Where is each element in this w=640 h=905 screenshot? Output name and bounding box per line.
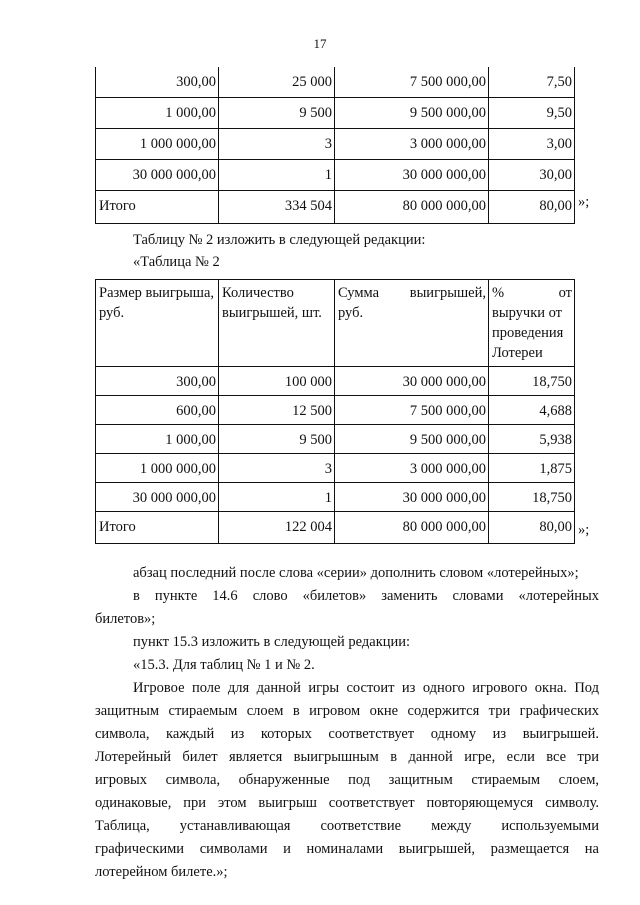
header-prize-count: Количество выигрышей, шт. <box>219 280 335 367</box>
table-row <box>96 483 575 512</box>
paragraph-line: символа, каждый из которых соответствует одному из выигрышей. <box>95 726 599 742</box>
prize-amount-cell: 300,00 <box>96 367 219 396</box>
paragraph-line: Лотерейный билет является выигрышным в данной игре, если все три <box>95 749 599 765</box>
header-prize-sum-unit: руб. <box>338 305 364 321</box>
clause-heading: «15.3. Для таблиц № 1 и № 2. <box>133 657 315 673</box>
table-row <box>96 425 575 454</box>
amendment-line-4: пункт 15.3 изложить в следующей редакции: <box>133 634 411 650</box>
prize-sum-cell: 7 500 000,00 <box>335 67 489 98</box>
prize-count-cell: 3 <box>219 454 335 483</box>
header-percent-from: от <box>558 285 572 301</box>
table-row <box>96 98 575 129</box>
prize-sum-cell: 30 000 000,00 <box>335 160 489 191</box>
revenue-percent-cell: 5,938 <box>489 425 575 454</box>
revenue-percent-cell: 18,750 <box>489 367 575 396</box>
amendment-line-3: билетов»; <box>95 611 156 627</box>
prize-count-cell: 1 <box>219 160 335 191</box>
prize-amount-cell: 300,00 <box>96 67 219 98</box>
prize-sum-cell: 3 000 000,00 <box>335 454 489 483</box>
prize-amount-cell: 30 000 000,00 <box>96 160 219 191</box>
paragraph-line: графическими символами и номиналами выигрышей, размещается на <box>95 841 599 857</box>
prize-count-cell: 9 500 <box>219 98 335 129</box>
prize-count-cell: 1 <box>219 483 335 512</box>
table2-caption: «Таблица № 2 <box>133 254 220 270</box>
revenue-percent-cell: 3,00 <box>489 129 575 160</box>
revenue-percent-cell: 18,750 <box>489 483 575 512</box>
page-number: 17 <box>313 36 327 51</box>
prize-sum-cell: 9 500 000,00 <box>335 425 489 454</box>
revenue-percent-cell: 9,50 <box>489 98 575 129</box>
total-label-cell: Итого <box>96 512 219 544</box>
paragraph-line: игровых символа, обнаруженные под защитным стираемым слоем, <box>95 772 599 788</box>
paragraph-line: защитным стираемым слоем в игровом окне содержится три графических <box>95 703 599 719</box>
header-prize-sum <box>335 280 489 367</box>
table-row <box>96 396 575 425</box>
paragraph-line: одинаковые, при этом выигрыш соответствует повторяющемуся символу. <box>95 795 599 811</box>
prize-amount-cell: 600,00 <box>96 396 219 425</box>
prize-amount-cell: 1 000,00 <box>96 425 219 454</box>
table-total-row <box>96 191 575 224</box>
paragraph-last-line: лотерейном билете.»; <box>95 864 228 880</box>
prize-sum-cell: 30 000 000,00 <box>335 483 489 512</box>
revenue-percent-cell: 4,688 <box>489 396 575 425</box>
prize-amount-cell: 1 000 000,00 <box>96 129 219 160</box>
total-percent-cell: 80,00 <box>489 191 575 224</box>
revenue-percent-cell: 1,875 <box>489 454 575 483</box>
prize-amount-cell: 1 000,00 <box>96 98 219 129</box>
revenue-percent-cell: 7,50 <box>489 67 575 98</box>
total-sum-cell: 80 000 000,00 <box>335 512 489 544</box>
total-label-cell: Итого <box>96 191 219 224</box>
instruction-table2: Таблицу № 2 изложить в следующей редакции: <box>133 232 426 248</box>
header-percent-rest: выручки от проведения Лотереи <box>492 305 564 361</box>
header-prize-sum-word2: выигрышей, <box>409 285 486 301</box>
prize-count-cell: 9 500 <box>219 425 335 454</box>
header-percent-sign: % <box>492 285 505 301</box>
revenue-percent-cell: 30,00 <box>489 160 575 191</box>
winnings-table-2 <box>95 279 575 544</box>
prize-sum-cell: 7 500 000,00 <box>335 396 489 425</box>
prize-count-cell: 12 500 <box>219 396 335 425</box>
total-count-cell: 122 004 <box>219 512 335 544</box>
prize-count-cell: 3 <box>219 129 335 160</box>
header-revenue-percent <box>489 280 575 367</box>
prize-sum-cell: 30 000 000,00 <box>335 367 489 396</box>
prize-sum-cell: 3 000 000,00 <box>335 129 489 160</box>
table1-closing-quote: »; <box>578 194 590 210</box>
table-total-row <box>96 512 575 544</box>
amendment-line-2: в пункте 14.6 слово «билетов» заменить словами «лотерейных <box>133 588 599 604</box>
table-row <box>96 367 575 396</box>
table-header-row <box>96 280 575 367</box>
prize-amount-cell: 30 000 000,00 <box>96 483 219 512</box>
paragraph-line: Игровое поле для данной игры состоит из одного игрового окна. Под <box>133 680 599 696</box>
total-percent-cell: 80,00 <box>489 512 575 544</box>
prize-amount-cell: 1 000 000,00 <box>96 454 219 483</box>
header-prize-amount: Размер выигрыша, руб. <box>96 280 219 367</box>
table-row <box>96 67 575 98</box>
prize-count-cell: 100 000 <box>219 367 335 396</box>
table-row <box>96 129 575 160</box>
prize-count-cell: 25 000 <box>219 67 335 98</box>
paragraph-line: Таблица, устанавливающая соответствие между используемыми <box>95 818 599 834</box>
prize-sum-cell: 9 500 000,00 <box>335 98 489 129</box>
total-count-cell: 334 504 <box>219 191 335 224</box>
total-sum-cell: 80 000 000,00 <box>335 191 489 224</box>
winnings-table-1 <box>95 67 575 224</box>
header-prize-sum-word1: Сумма <box>338 285 380 301</box>
table-row <box>96 160 575 191</box>
table-row <box>96 454 575 483</box>
amendment-line-1: абзац последний после слова «серии» дополнить словом «лотерейных»; <box>133 565 579 581</box>
table2-closing-quote: »; <box>578 522 590 538</box>
